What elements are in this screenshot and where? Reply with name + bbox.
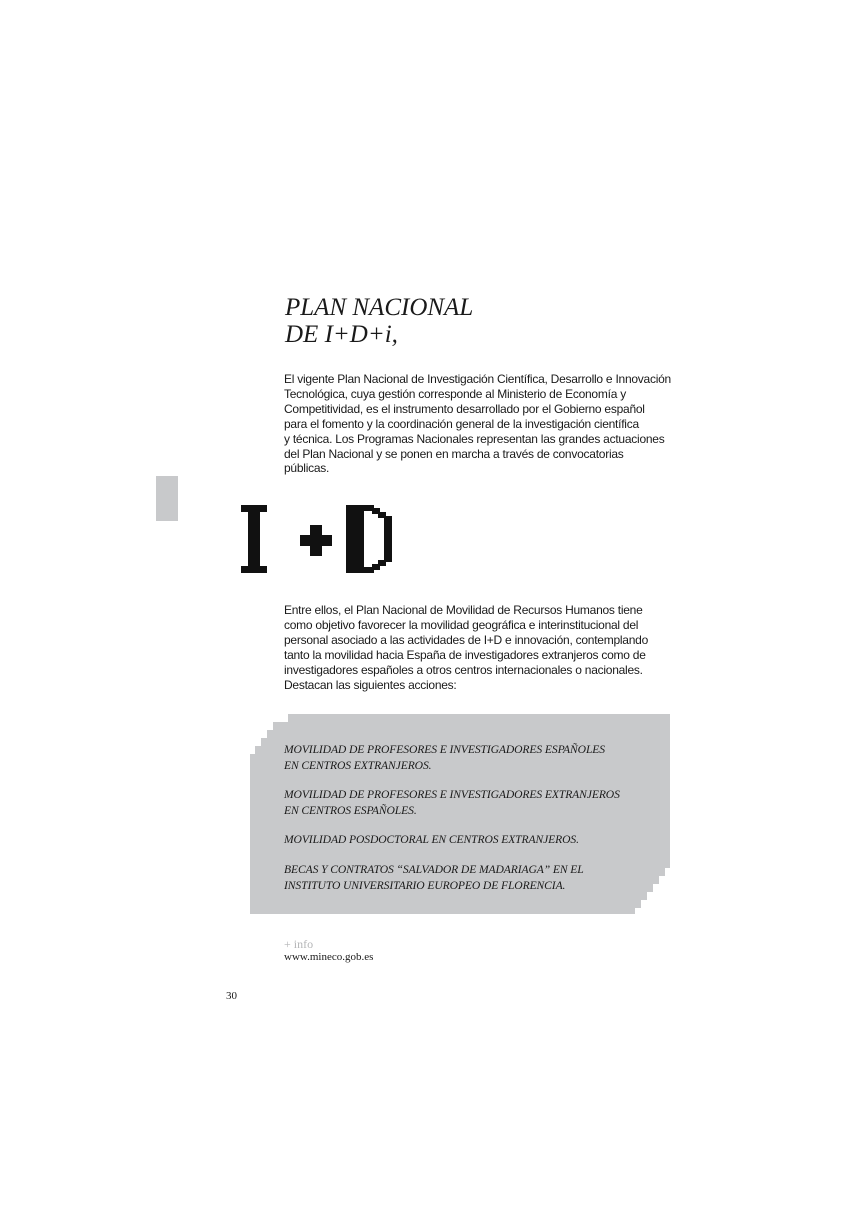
- intro-line: y técnica. Los Programas Nacionales representan las grandes actuaciones: [284, 431, 665, 446]
- more-info-label: + info: [284, 937, 314, 951]
- body-line: tanto la movilidad hacia España de investigadores extranjeros como de: [284, 647, 646, 662]
- action-item: MOVILIDAD POSDOCTORAL EN CENTROS EXTRANJEROS.: [284, 833, 579, 847]
- intro-line: Competitividad, es el instrumento desarrollado por el Gobierno español: [284, 401, 645, 416]
- intro-line: El vigente Plan Nacional de Investigación Científica, Desarrollo e Innovación: [284, 372, 671, 386]
- body-line: Entre ellos, el Plan Nacional de Movilidad de Recursos Humanos tiene: [284, 603, 643, 617]
- action-item: MOVILIDAD DE PROFESORES E INVESTIGADORES ESPAÑOLES EN CENTROS EXTRANJEROS.: [284, 743, 605, 772]
- title-line-1: PLAN NACIONAL: [285, 294, 474, 321]
- body-line: investigadores españoles a otros centros internacionales o nacionales.: [284, 662, 643, 677]
- intro-paragraph: [284, 372, 671, 476]
- body-paragraph: [284, 603, 664, 692]
- intro-line: del Plan Nacional y se ponen en marcha a través de convocatorias: [284, 446, 624, 461]
- page-number: 30: [226, 990, 237, 1002]
- title-line-2: DE I+D+i,: [285, 321, 398, 348]
- intro-line: públicas.: [284, 461, 330, 476]
- action-item: MOVILIDAD DE PROFESORES E INVESTIGADORES EXTRANJEROS EN CENTROS ESPAÑOLES.: [284, 788, 620, 817]
- intro-line: Tecnológica, cuya gestión corresponde al Ministerio de Economía y: [284, 386, 626, 401]
- body-line: como objetivo favorecer la movilidad geográfica e interinstitucional del: [284, 617, 639, 632]
- page-title: [285, 294, 473, 348]
- actions-list: [284, 742, 656, 907]
- side-tab-marker: [156, 476, 178, 521]
- body-line: Destacan las siguientes acciones:: [284, 677, 457, 692]
- i-plus-d-logo: [240, 505, 400, 575]
- info-website-link[interactable]: www.mineco.gob.es: [284, 951, 374, 963]
- body-line: personal asociado a las actividades de I+D e innovación, contemplando: [284, 632, 648, 647]
- intro-line: para el fomento y la coordinación general de la investigación científica: [284, 416, 639, 431]
- action-item: BECAS Y CONTRATOS “SALVADOR DE MADARIAGA” EN EL INSTITUTO UNIVERSITARIO EUROPEO DE FLORENCIA.: [284, 862, 584, 892]
